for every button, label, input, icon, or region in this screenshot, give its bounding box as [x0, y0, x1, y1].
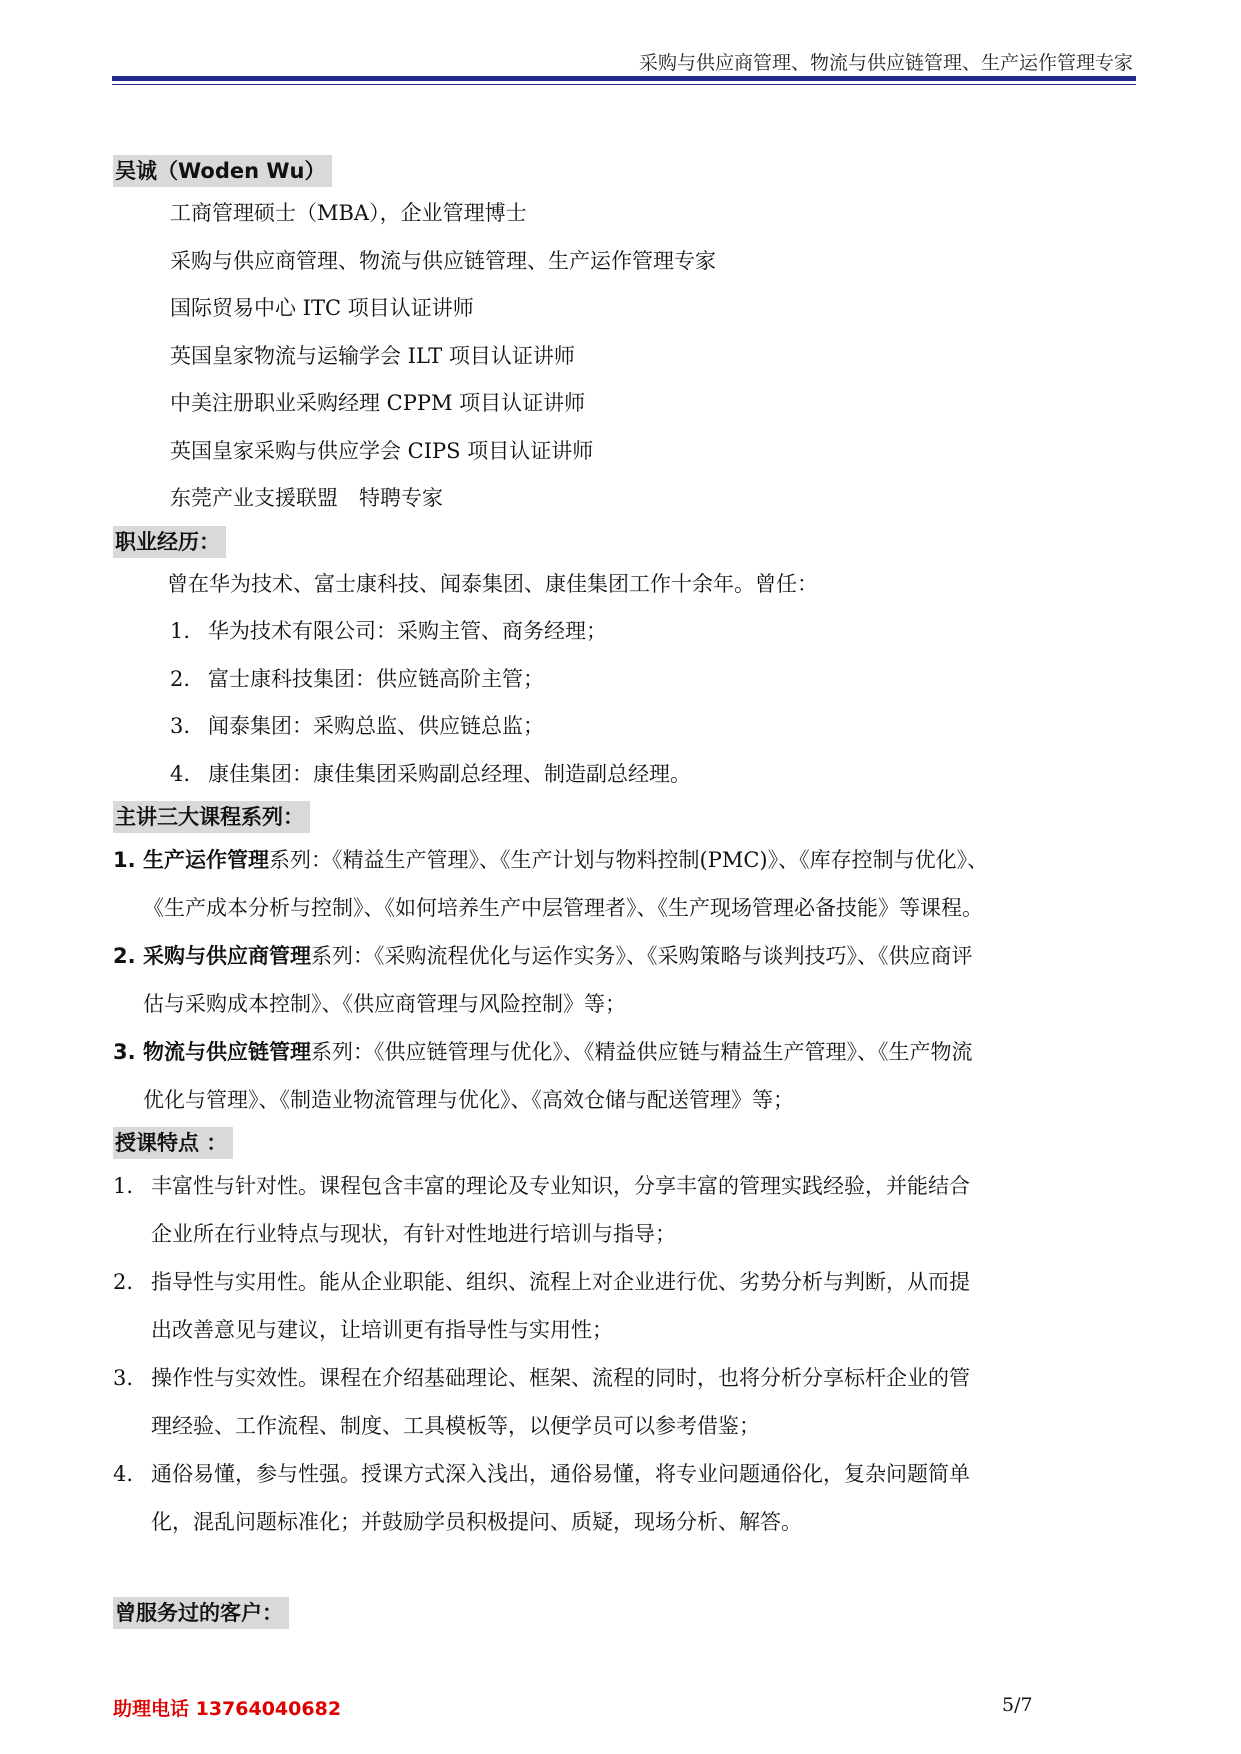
profile-title: 采购与供应商管理、物流与供应链管理、生产运作管理专家	[170, 248, 716, 273]
course-item: 2. 采购与供应商管理系列：《采购流程优化与运作实务》、《采购策略与谈判技巧》、《供应商评	[113, 944, 973, 968]
course-name: 物流与供应链管理	[143, 1040, 311, 1064]
feature-item: 3. 操作性与实效性。课程在介绍基础理论、框架、流程的同时，也将分析分享标杆企业的管	[113, 1366, 970, 1390]
profile-title: 东莞产业支援联盟 特聘专家	[170, 486, 443, 510]
course-name: 生产运作管理	[143, 848, 269, 872]
career-item: 4. 康佳集团：康佳集团采购副总经理、制造副总经理。	[170, 761, 691, 786]
course-name: 采购与供应商管理	[143, 944, 311, 968]
career-item: 1. 华为技术有限公司：采购主管、商务经理；	[170, 619, 607, 643]
header-rule-thin	[112, 84, 1136, 85]
assistant-phone: 助理电话 13764040682	[113, 1698, 342, 1720]
profile-title: 英国皇家物流与运输学会 ILT 项目认证讲师	[170, 343, 575, 368]
career-item: 2. 富士康科技集团：供应链高阶主管；	[170, 666, 544, 691]
career-heading: 职业经历：	[113, 526, 226, 558]
features-heading: 授课特点 ：	[113, 1127, 233, 1159]
name-heading: 吴诚（Woden Wu）	[113, 155, 332, 187]
career-intro: 曾在华为技术、富士康科技、闻泰集团、康佳集团工作十余年。曾任：	[167, 571, 818, 596]
feature-item-cont: 化，混乱问题标准化；并鼓励学员积极提问、质疑，现场分析、解答。	[151, 1510, 802, 1534]
feature-item: 1. 丰富性与针对性。课程包含丰富的理论及专业知识，分享丰富的管理实践经验，并能结合	[113, 1174, 970, 1198]
feature-item-cont: 企业所在行业特点与现状，有针对性地进行培训与指导；	[151, 1222, 676, 1246]
profile-title: 工商管理硕士（MBA），企业管理博士	[170, 201, 527, 225]
page-header: 采购与供应商管理、物流与供应链管理、生产运作管理专家	[638, 52, 1133, 74]
clients-heading: 曾服务过的客户：	[113, 1597, 289, 1629]
course-item: 1. 生产运作管理系列：《精益生产管理》、《生产计划与物料控制(PMC)》、《库存控制与优化》、	[113, 848, 989, 872]
profile-title: 英国皇家采购与供应学会 CIPS 项目认证讲师	[170, 438, 594, 463]
feature-item-cont: 理经验、工作流程、制度、工具模板等，以便学员可以参考借鉴；	[151, 1414, 760, 1438]
feature-item-cont: 出改善意见与建议，让培训更有指导性与实用性；	[151, 1318, 613, 1342]
feature-item: 4. 通俗易懂，参与性强。授课方式深入浅出，通俗易懂，将专业问题通俗化，复杂问题简单	[113, 1462, 970, 1486]
courses-heading: 主讲三大课程系列：	[113, 801, 310, 833]
profile-title: 国际贸易中心 ITC 项目认证讲师	[170, 296, 474, 320]
career-item: 3. 闻泰集团：采购总监、供应链总监；	[170, 714, 544, 738]
feature-item: 2. 指导性与实用性。能从企业职能、组织、流程上对企业进行优、劣势分析与判断，从而提	[113, 1270, 970, 1294]
course-item: 3. 物流与供应链管理系列：《供应链管理与优化》、《精益供应链与精益生产管理》、《生产物流	[113, 1040, 973, 1064]
header-rule	[112, 76, 1136, 81]
course-item-cont: 《生产成本分析与控制》、《如何培养生产中层管理者》、《生产现场管理必备技能》等课程。	[143, 896, 983, 920]
profile-title: 中美注册职业采购经理 CPPM 项目认证讲师	[170, 391, 586, 415]
course-item-cont: 估与采购成本控制》、《供应商管理与风险控制》等；	[143, 992, 626, 1016]
page-number: 5/7	[1002, 1694, 1033, 1716]
document-body	[113, 152, 1138, 1632]
course-item-cont: 优化与管理》、《制造业物流管理与优化》、《高效仓储与配送管理》等；	[143, 1088, 794, 1112]
